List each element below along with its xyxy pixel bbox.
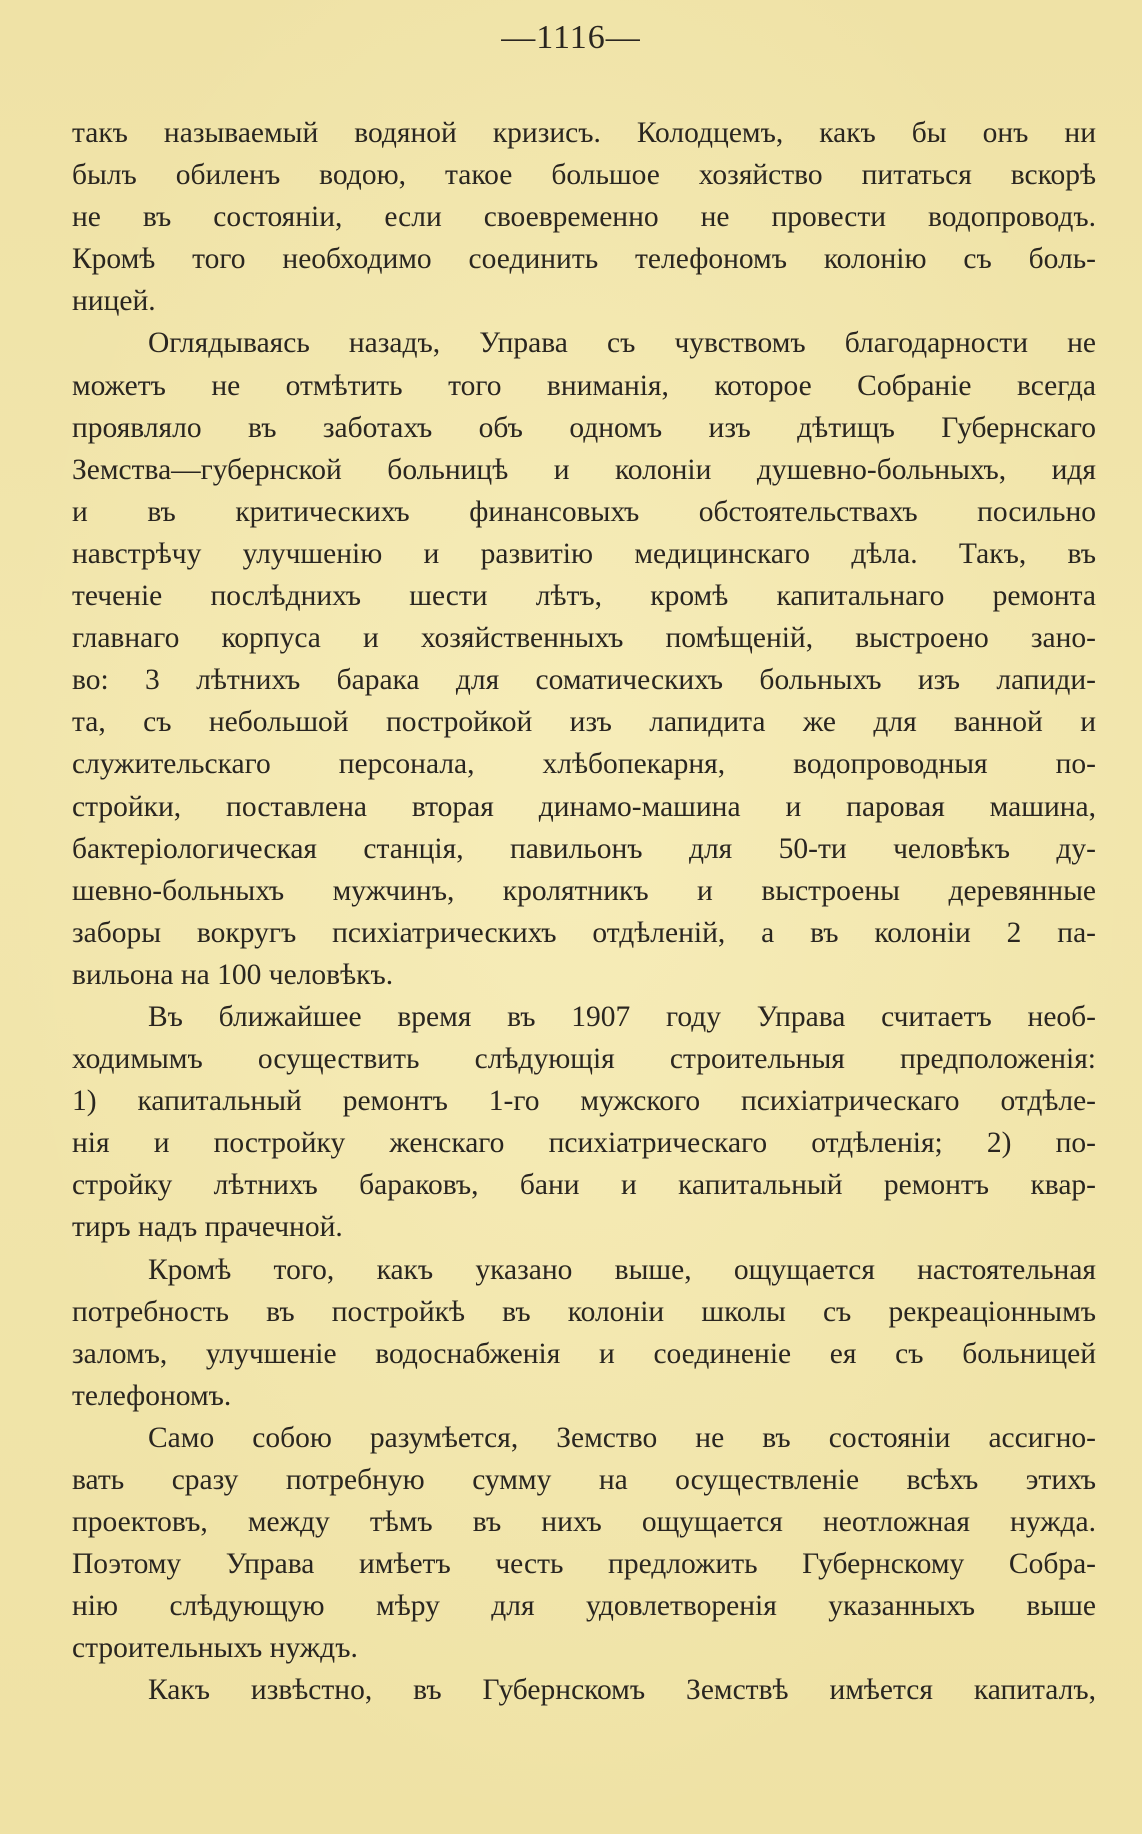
text-line: не въ состояніи, если своевременно не провести водопроводъ.: [72, 201, 1096, 234]
text-line: ницей.: [72, 285, 156, 318]
text-line: Кромѣ того, какъ указано выше, ощущается настоятельная: [148, 1253, 1096, 1286]
text-line: 1) капитальный ремонтъ 1-го мужского психіатрическаго отдѣле-: [72, 1085, 1096, 1118]
text-line: заломъ, улучшеніе водоснабженія и соединеніе ея съ больницей: [72, 1337, 1096, 1370]
text-line: можетъ не отмѣтить того вниманія, которое Собраніе всегда: [72, 369, 1096, 402]
paragraph: [72, 322, 1096, 996]
text-line: бактеріологическая станція, павильонъ для 50-ти человѣкъ ду-: [72, 832, 1096, 865]
text-line: теченіе послѣднихъ шести лѣтъ, кромѣ капитальнаго ремонта: [72, 580, 1096, 613]
text-line: главнаго корпуса и хозяйственныхъ помѣщеній, выстроено зано-: [72, 622, 1096, 655]
text-line: нію слѣдующую мѣру для удовлетворенія указанныхъ выше: [72, 1590, 1096, 1623]
text-line: вать сразу потребную сумму на осуществленіе всѣхъ этихъ: [72, 1464, 1096, 1496]
text-line: навстрѣчу улучшенію и развитію медицинскаго дѣла. Такъ, въ: [72, 537, 1096, 570]
paragraph: [72, 1669, 1096, 1711]
text-line: тиръ надъ прачечной.: [72, 1211, 343, 1244]
text-line: Поэтому Управа имѣетъ честь предложить Губернскому Собра-: [72, 1548, 1096, 1581]
paragraph: [72, 1417, 1096, 1670]
text-line: служительскаго персонала, хлѣбопекарня, водопроводныя по-: [72, 748, 1096, 781]
text-line: стройку лѣтнихъ бараковъ, бани и капитальный ремонтъ квар-: [72, 1169, 1096, 1202]
text-line: Само собою разумѣется, Земство не въ состояніи ассигно-: [148, 1421, 1096, 1454]
text-line: во: 3 лѣтнихъ барака для соматическихъ больныхъ изъ лапиди-: [72, 664, 1096, 697]
paragraph: [72, 1249, 1096, 1417]
paragraph: [72, 996, 1096, 1249]
text-line: та, съ небольшой постройкой изъ лапидита же для ванной и: [72, 706, 1096, 739]
text-line: шевно-больныхъ мужчинъ, кролятникъ и выстроены деревянные: [72, 874, 1096, 907]
paragraph: [72, 112, 1096, 322]
page-number: —1116—: [501, 19, 641, 56]
text-line: потребность въ постройкѣ въ колоніи школы съ рекреаціоннымъ: [72, 1295, 1096, 1328]
text-line: нія и постройку женскаго психіатрическаго отдѣленія; 2) по-: [72, 1127, 1096, 1160]
text-line: Какъ извѣстно, въ Губернскомъ Земствѣ имѣется капиталъ,: [148, 1674, 1096, 1707]
text-line: телефономъ.: [72, 1379, 232, 1412]
text-line: заборы вокругъ психіатрическихъ отдѣленій, а въ колоніи 2 па-: [72, 916, 1096, 949]
text-line: проектовъ, между тѣмъ въ нихъ ощущается неотложная нужда.: [72, 1506, 1096, 1539]
text-line: вильона на 100 человѣкъ.: [72, 958, 394, 991]
text-line: такъ называемый водяной кризисъ. Колодцемъ, какъ бы онъ ни: [72, 117, 1096, 149]
text-line: ходимымъ осуществить слѣдующія строительныя предположенія:: [72, 1043, 1096, 1076]
text-line: Кромѣ того необходимо соединить телефономъ колонію съ боль-: [72, 243, 1096, 276]
text-line: Земства—губернской больницѣ и колоніи душевно-больныхъ, идя: [72, 453, 1096, 486]
body-text: [72, 112, 1096, 1712]
text-line: и въ критическихъ финансовыхъ обстоятельствахъ посильно: [72, 495, 1096, 528]
text-line: былъ обиленъ водою, такое большое хозяйство питаться вскорѣ: [72, 159, 1096, 192]
text-line: стройки, поставлена вторая динамо-машина и паровая машина,: [72, 790, 1096, 823]
text-line: проявляло въ заботахъ объ одномъ изъ дѣтищъ Губернскаго: [72, 411, 1096, 444]
text-line: строительныхъ нуждъ.: [72, 1632, 358, 1665]
text-line: Въ ближайшее время въ 1907 году Управа считаетъ необ-: [148, 1000, 1096, 1033]
text-line: Оглядываясь назадъ, Управа съ чувствомъ благодарности не: [148, 327, 1096, 360]
